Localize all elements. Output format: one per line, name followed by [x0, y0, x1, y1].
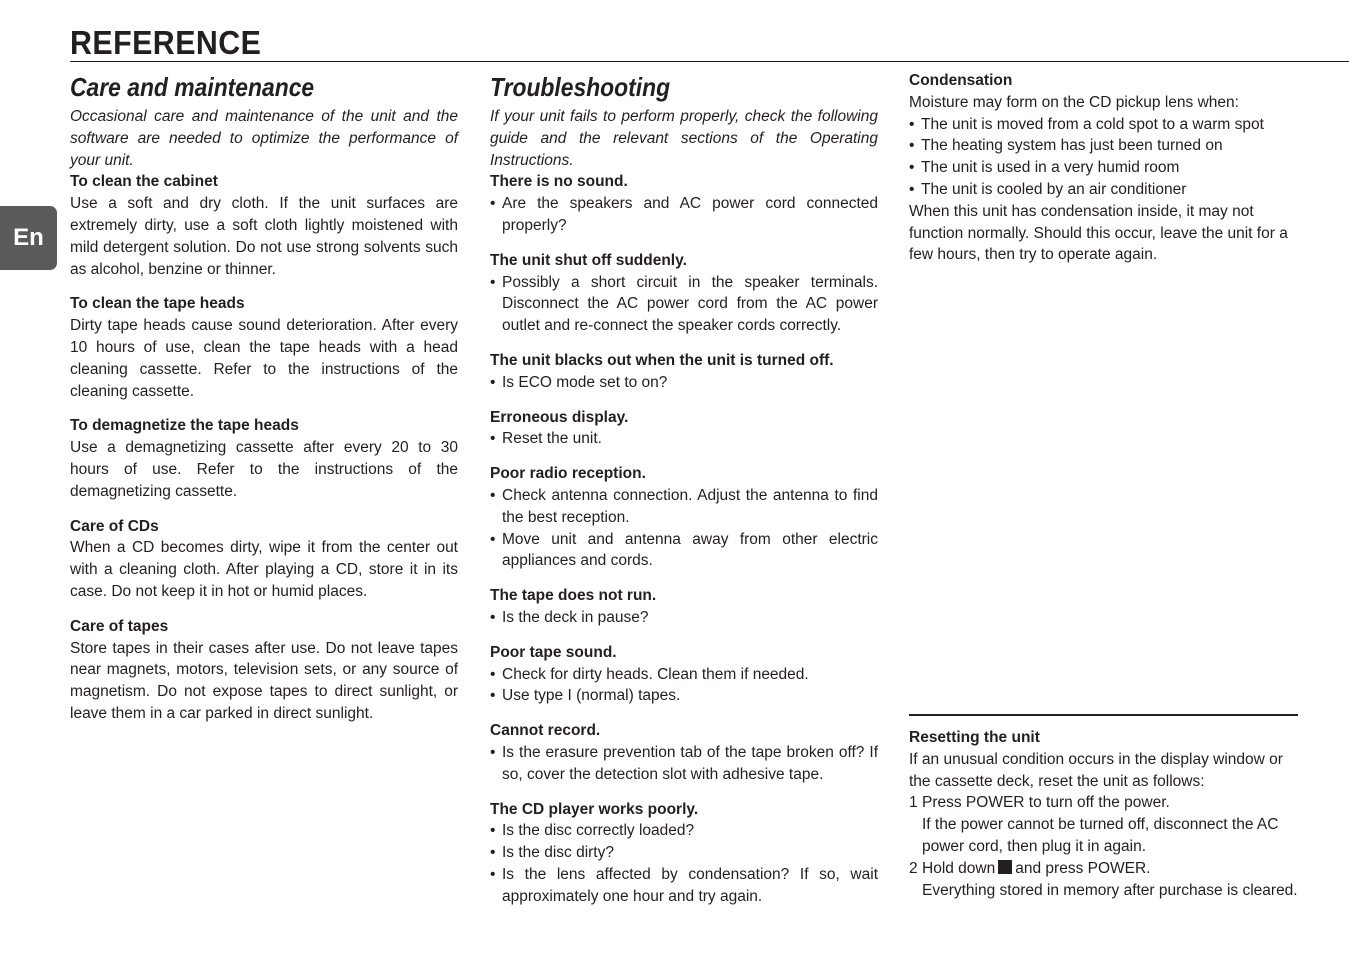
care-section [70, 171, 458, 280]
condensation-bullet: • The unit is moved from a cold spot to a warm spot [909, 114, 1298, 136]
trouble-heading: Poor tape sound. [490, 643, 617, 661]
trouble-item [490, 463, 878, 572]
trouble-bullet: • Possibly a short circuit in the speaker terminals. Disconnect the AC power cord from the AC power outlet and re-connect the speaker cords correctly. [490, 272, 878, 337]
condensation-bullet: • The unit is cooled by an air conditioner [909, 179, 1298, 201]
care-title: Care and maintenance [70, 72, 315, 102]
trouble-bullet: • Check antenna connection. Adjust the antenna to find the best reception. [490, 485, 878, 529]
trouble-bullet: • Is the erasure prevention tab of the tape broken off? If so, cover the detection slot with adhesive tape. [490, 742, 878, 786]
reset-intro: If an unusual condition occurs in the display window or the cassette deck, reset the unit as follows: [909, 750, 1283, 790]
condensation-bullet: • The heating system has just been turned on [909, 135, 1298, 157]
step-note: If the power cannot be turned off, disconnect the AC power cord, then plug it in again. [922, 816, 1279, 855]
trouble-item [490, 642, 878, 707]
care-section [70, 415, 458, 502]
trouble-item [490, 585, 878, 629]
trouble-bullet: • Use type I (normal) tapes. [490, 685, 878, 707]
trouble-bullet: • Is the deck in pause? [490, 607, 878, 629]
trouble-heading: Poor radio reception. [490, 465, 646, 483]
reset-section [909, 714, 1298, 901]
trouble-heading: There is no sound. [490, 173, 628, 191]
step-number: 2 [909, 859, 918, 877]
trouble-item [490, 250, 878, 337]
step-text: Press POWER to turn off the power. [922, 794, 1170, 812]
trouble-bullet: • Is ECO mode set to on? [490, 372, 878, 394]
care-body: Use a demagnetizing cassette after every 20 to 30 hours of use. Refer to the instructions of the demagnetizing cassette. [70, 439, 458, 500]
care-intro: Occasional care and maintenance of the unit and the software are needed to optimize the performance of your unit. [70, 108, 458, 169]
trouble-heading: The unit blacks out when the unit is turned off. [490, 351, 834, 369]
trouble-bullet: • Is the lens affected by condensation? If so, wait approximately one hour and try again. [490, 864, 878, 908]
care-section [70, 616, 458, 725]
troubleshooting-column [490, 70, 878, 921]
care-heading: To clean the tape heads [70, 295, 245, 313]
care-heading: To clean the cabinet [70, 173, 218, 191]
trouble-bullet: • Check for dirty heads. Clean them if needed. [490, 664, 878, 686]
troubleshooting-intro: If your unit fails to perform properly, check the following guide and the relevant sections of the Operating Instructions. [490, 108, 878, 169]
condensation-heading: Condensation [909, 72, 1013, 89]
trouble-heading: Cannot record. [490, 722, 601, 740]
trouble-item [490, 407, 878, 451]
condensation-intro: Moisture may form on the CD pickup lens when: [909, 93, 1239, 111]
trouble-heading: The tape does not run. [490, 587, 657, 605]
trouble-bullet: • Is the disc dirty? [490, 842, 878, 864]
trouble-bullet: • Move unit and antenna away from other electric appliances and cords. [490, 529, 878, 573]
condensation-section [909, 70, 1298, 266]
condensation-bullet: • The unit is used in a very humid room [909, 157, 1298, 179]
trouble-bullet: • Reset the unit. [490, 428, 878, 450]
step-text: and press POWER. [1015, 859, 1151, 877]
trouble-item [490, 171, 878, 236]
care-body: When a CD becomes dirty, wipe it from the center out with a cleaning cloth. After playing a CD, store it in its case. Do not keep it in hot or humid places. [70, 539, 458, 600]
title-rule [70, 61, 1349, 62]
care-maintenance-column [70, 70, 458, 738]
care-section [70, 516, 458, 603]
care-section [70, 293, 458, 402]
care-heading: Care of tapes [70, 617, 169, 635]
step-number: 1 [909, 794, 918, 812]
stop-icon [998, 860, 1012, 874]
care-heading: Care of CDs [70, 517, 159, 535]
trouble-bullet: • Is the disc correctly loaded? [490, 820, 878, 842]
trouble-heading: The unit shut off suddenly. [490, 251, 687, 269]
care-body: Store tapes in their cases after use. Do not leave tapes near magnets, motors, television sets, or any source of magnetism. Do not expose tapes to direct sunlight, or leave them in a car parked in direct sunlight. [70, 639, 458, 722]
care-body: Use a soft and dry cloth. If the unit surfaces are extremely dirty, use a soft cloth lightly moistened with mild detergent solution. Do not use strong solvents such as alcohol, benzine or thinner. [70, 195, 458, 278]
trouble-heading: The CD player works poorly. [490, 800, 699, 818]
trouble-item [490, 720, 878, 785]
reset-heading: Resetting the unit [909, 729, 1040, 746]
reset-step [909, 792, 1298, 857]
trouble-bullet: • Are the speakers and AC power cord connected properly? [490, 193, 878, 237]
troubleshooting-title: Troubleshooting [490, 72, 671, 102]
page-title: REFERENCE [70, 24, 262, 61]
step-text: Hold down [922, 859, 996, 877]
condensation-body: When this unit has condensation inside, it may not function normally. Should this occur, leave the unit for a few hours, then try to operate again. [909, 202, 1288, 264]
trouble-item [490, 350, 878, 394]
trouble-item [490, 799, 878, 908]
care-body: Dirty tape heads cause sound deterioration. After every 10 hours of use, clean the tape heads with a head cleaning cassette. Refer to the instructions of the cleaning cassette. [70, 317, 458, 400]
reset-step [909, 858, 1298, 902]
trouble-heading: Erroneous display. [490, 408, 629, 426]
step-note: Everything stored in memory after purchase is cleared. [922, 881, 1298, 899]
care-heading: To demagnetize the tape heads [70, 417, 299, 435]
language-tab: En [0, 206, 57, 270]
